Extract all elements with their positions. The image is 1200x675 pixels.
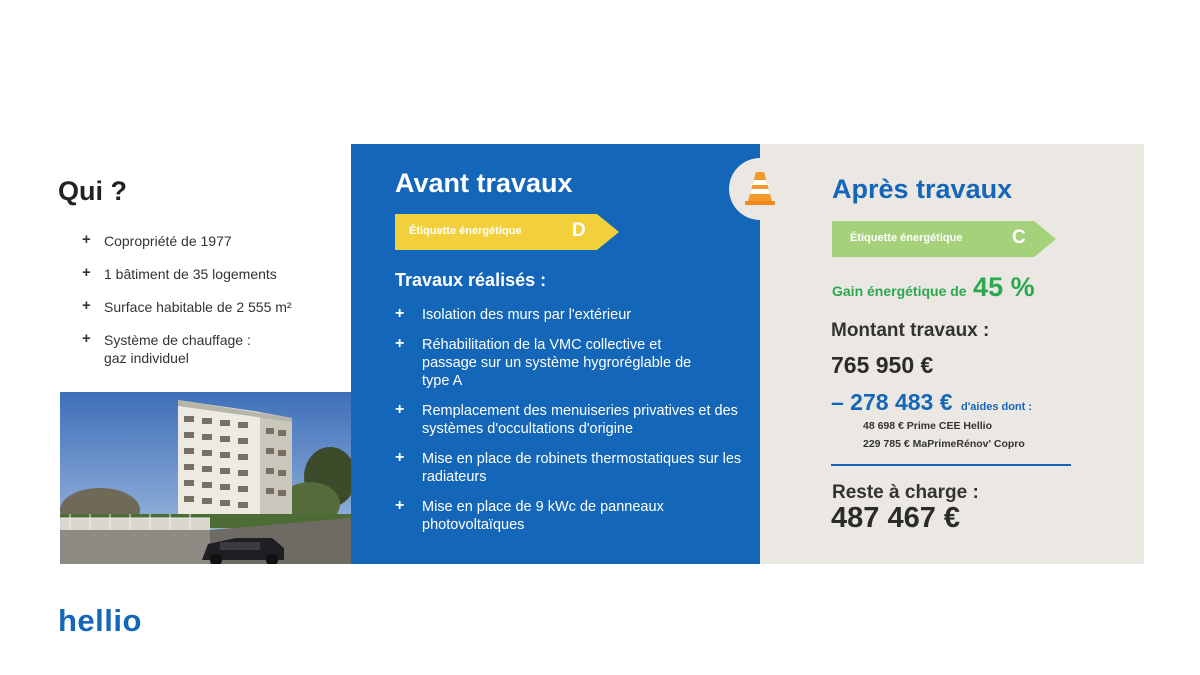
aide-detail: 48 698 € Prime CEE Hellio — [863, 420, 992, 432]
apres-etiquette-grade: C — [1012, 227, 1026, 248]
travaux-item — [395, 450, 745, 486]
travaux-item-text: Remplacement des menuiseries privatives et des systèmes d'occultations d'origine — [422, 403, 738, 437]
cone-badge — [729, 158, 791, 220]
travaux-item — [395, 306, 745, 324]
aides-line — [831, 389, 1032, 416]
travaux-item-text: Réhabilitation de la VMC collective et passage sur un système hygroréglable de type A — [422, 337, 692, 389]
avant-etiquette-label: Étiquette énergétique — [409, 225, 522, 237]
travaux-item-text: Mise en place de robinets thermostatiques sur les radiateurs — [422, 451, 742, 485]
qui-item — [82, 265, 347, 283]
qui-title: Qui ? — [58, 176, 127, 206]
reste-label: Reste à charge : — [832, 482, 979, 503]
travaux-title: Travaux réalisés : — [395, 270, 547, 290]
apres-etiquette-label: Étiquette énergétique — [850, 232, 963, 244]
building-photo — [60, 392, 351, 564]
apres-panel — [760, 144, 1144, 564]
hellio-logo: hellio — [58, 603, 142, 638]
travaux-list — [395, 306, 745, 546]
divider — [831, 464, 1071, 466]
gain-energetique — [832, 272, 1035, 303]
qui-list — [82, 232, 347, 382]
apres-title: Après travaux — [832, 174, 1013, 204]
plus-icon: + — [395, 305, 405, 322]
avant-panel — [351, 144, 760, 564]
apres-energy-label — [832, 221, 1056, 257]
qui-item-text: Système de chauffage : gaz individuel — [104, 332, 251, 366]
travaux-item — [395, 402, 745, 438]
montant-label: Montant travaux : — [831, 320, 990, 341]
qui-item — [82, 331, 347, 367]
qui-item — [82, 298, 347, 316]
plus-icon: + — [395, 497, 405, 514]
plus-icon: + — [82, 264, 91, 281]
gain-value: 45 % — [973, 272, 1035, 302]
travaux-item-text: Mise en place de 9 kWc de panneaux photovoltaïques — [422, 499, 664, 533]
gain-label: Gain énergétique de — [832, 283, 967, 299]
plus-icon: + — [82, 231, 91, 248]
qui-item-text: Copropriété de 1977 — [104, 233, 232, 249]
travaux-item — [395, 336, 745, 390]
plus-icon: + — [82, 330, 91, 347]
avant-energy-label — [395, 214, 619, 250]
traffic-cone-icon — [743, 170, 777, 206]
travaux-item — [395, 498, 745, 534]
travaux-item-text: Isolation des murs par l'extérieur — [422, 307, 632, 323]
reste-value: 487 467 € — [831, 502, 961, 534]
plus-icon: + — [395, 335, 405, 352]
aides-suffix: d'aides dont : — [960, 401, 1033, 413]
qui-item-text: 1 bâtiment de 35 logements — [104, 266, 277, 282]
avant-etiquette-grade: D — [572, 220, 586, 241]
montant-value: 765 950 € — [831, 352, 934, 378]
avant-title: Avant travaux — [395, 168, 573, 198]
aide-detail: 229 785 € MaPrimeRénov' Copro — [863, 438, 1025, 450]
plus-icon: + — [82, 297, 91, 314]
plus-icon: + — [395, 449, 405, 466]
qui-item-text: Surface habitable de 2 555 m² — [104, 299, 292, 315]
plus-icon: + — [395, 401, 405, 418]
aides-value: – 278 483 € — [831, 389, 953, 415]
qui-item — [82, 232, 347, 250]
